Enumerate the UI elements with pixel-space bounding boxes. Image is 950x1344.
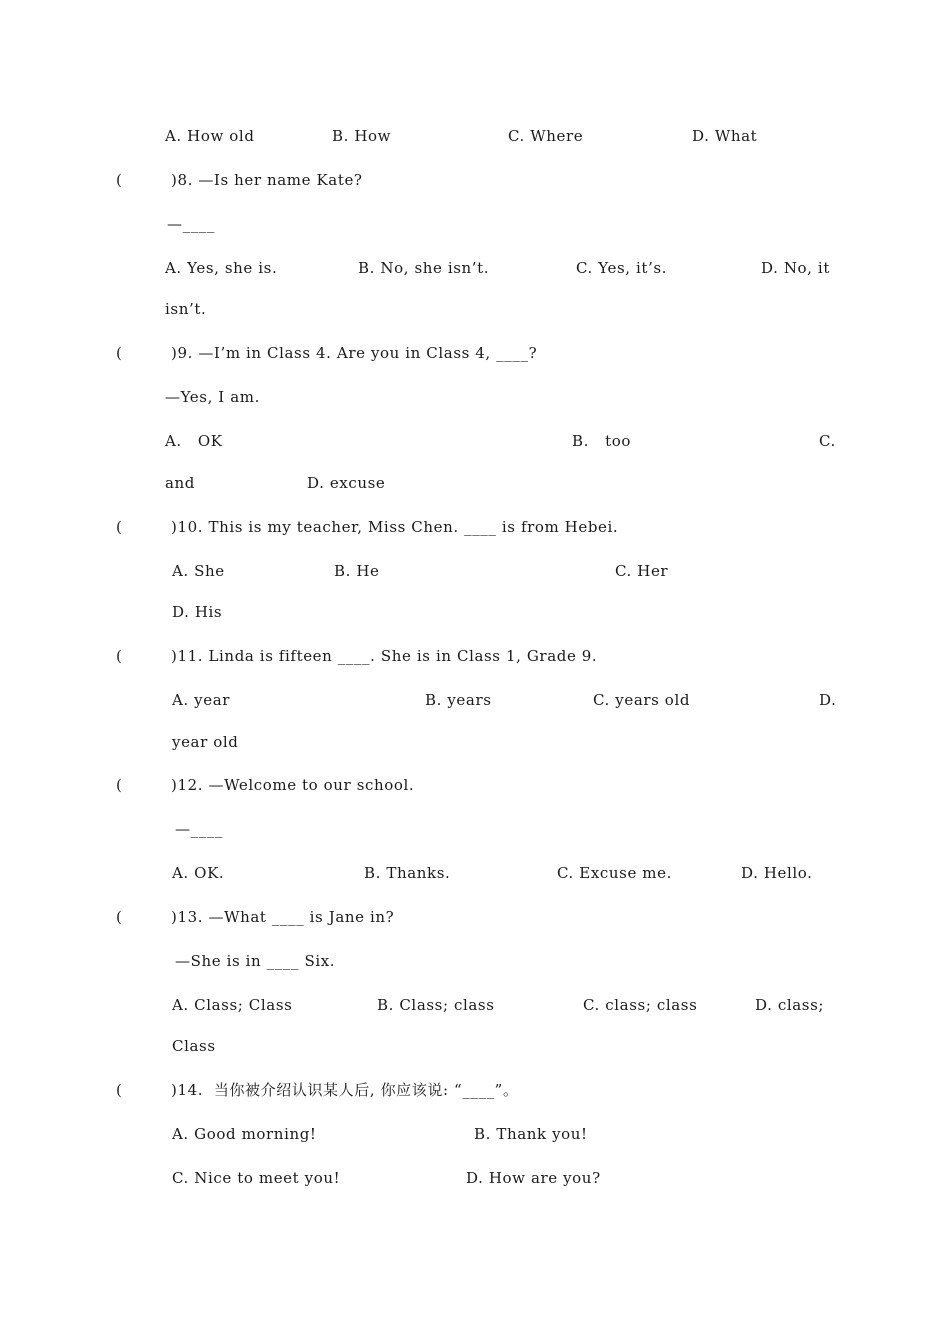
q13-option-b: B. Class; class (377, 996, 495, 1014)
q11-stem: )11. Linda is fifteen ____. She is in Class 1, Grade 9. (171, 647, 598, 665)
q11-option-d: D. (819, 691, 837, 709)
q8-option-a: A. Yes, she is. (165, 259, 278, 277)
q8-reply-blank: —____ (167, 215, 215, 233)
q9-option-c-continued: and (165, 474, 196, 492)
q9-stem: )9. —I’m in Class 4. Are you in Class 4, ____? (171, 344, 538, 362)
q8-stem: )8. —Is her name Kate? (171, 171, 363, 189)
q13-option-c: C. class; class (583, 996, 698, 1014)
q10-option-c: C. Her (615, 562, 669, 580)
q9-option-d: D. excuse (307, 474, 386, 492)
q14-answer-paren: ( (116, 1081, 123, 1099)
q7-option-c: C. Where (508, 127, 584, 145)
q9-reply: —Yes, I am. (165, 388, 260, 406)
q12-answer-paren: ( (116, 776, 123, 794)
q11-option-a: A. year (172, 691, 231, 709)
q11-option-d-continued: year old (172, 733, 239, 751)
q13-option-a: A. Class; Class (172, 996, 293, 1014)
q8-answer-paren: ( (116, 171, 123, 189)
q8-option-d: D. No, it (761, 259, 830, 277)
q10-answer-paren: ( (116, 518, 123, 536)
q7-option-b: B. How (332, 127, 392, 145)
q13-answer-paren: ( (116, 908, 123, 926)
q13-stem: )13. —What ____ is Jane in? (171, 908, 395, 926)
q13-option-d-continued: Class (172, 1037, 216, 1055)
q12-option-b: B. Thanks. (364, 864, 451, 882)
q14-option-d: D. How are you? (466, 1169, 601, 1187)
q12-option-c: C. Excuse me. (557, 864, 672, 882)
q8-option-b: B. No, she isn’t. (358, 259, 490, 277)
q12-stem: )12. —Welcome to our school. (171, 776, 415, 794)
q14-option-a: A. Good morning! (172, 1125, 317, 1143)
q11-option-c: C. years old (593, 691, 691, 709)
q10-option-a: A. She (172, 562, 225, 580)
q12-option-d: D. Hello. (741, 864, 813, 882)
q7-option-d: D. What (692, 127, 758, 145)
q14-stem: )14. 当你被介绍认识某人后, 你应该说: “____”。 (171, 1081, 519, 1099)
q10-option-b: B. He (334, 562, 380, 580)
q11-answer-paren: ( (116, 647, 123, 665)
q14-option-c: C. Nice to meet you! (172, 1169, 341, 1187)
q12-reply-blank: —____ (175, 820, 223, 838)
q13-reply: —She is in ____ Six. (175, 952, 336, 970)
q10-option-d: D. His (172, 603, 223, 621)
q8-option-d-continued: isn’t. (165, 300, 207, 318)
q9-answer-paren: ( (116, 344, 123, 362)
q11-option-b: B. years (425, 691, 492, 709)
q9-option-c: C. (819, 432, 836, 450)
q7-option-a: A. How old (165, 127, 255, 145)
q9-option-a: A. OK (165, 432, 223, 450)
q14-option-b: B. Thank you! (474, 1125, 588, 1143)
q12-option-a: A. OK. (172, 864, 225, 882)
q9-option-b: B. too (572, 432, 631, 450)
q13-option-d: D. class; (755, 996, 825, 1014)
q8-option-c: C. Yes, it’s. (576, 259, 668, 277)
q10-stem: )10. This is my teacher, Miss Chen. ____ is from Hebei. (171, 518, 619, 536)
